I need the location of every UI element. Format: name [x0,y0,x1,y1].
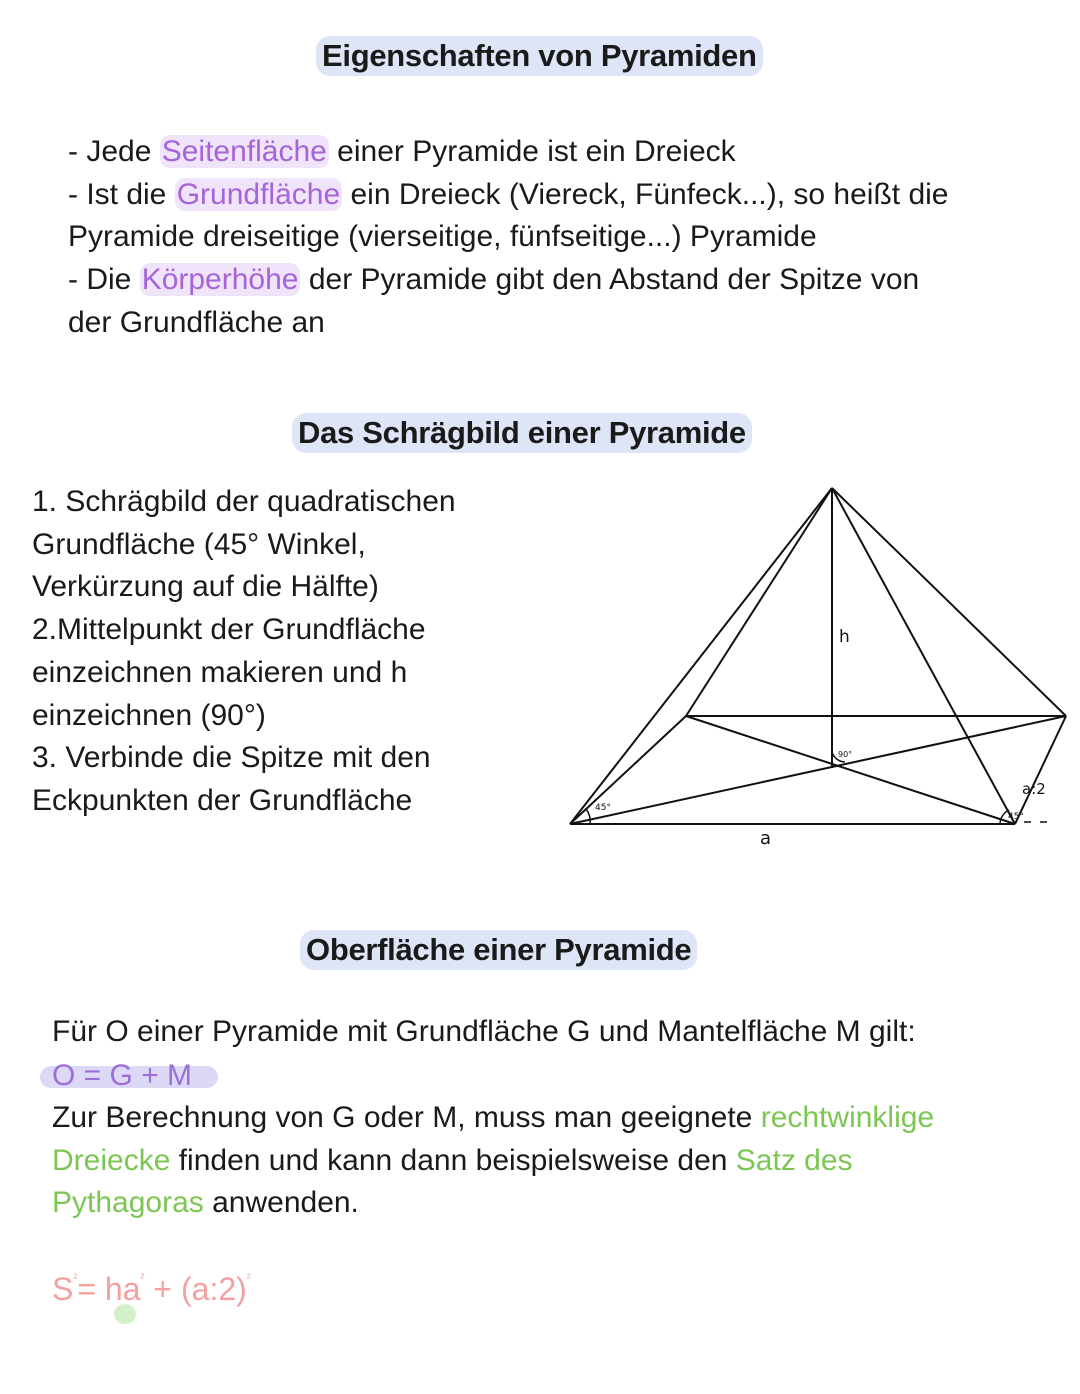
base-left-edge [570,716,686,824]
term-satz-des: Satz des [735,1143,853,1177]
lateral-edge-front-left [570,488,832,824]
label-angle-right: 45° [1008,812,1024,822]
properties-line-4: - Die Körperhöhe der Pyramide gibt den Abstand der Spitze von [68,263,920,297]
label-h: h [839,627,850,647]
green-dot-mark [114,1304,136,1324]
step-line: Verkürzung auf die Hälfte) [32,570,379,604]
step-line: Grundfläche (45° Winkel, [32,527,366,561]
term-rechtwinklige: rechtwinklige [760,1101,935,1134]
term-pythagoras: Pythagoras [52,1186,204,1220]
angle-mark-left [586,809,590,824]
title-properties [316,40,763,71]
term-grundflaeche: Grundfläche [176,177,341,211]
label-half-side: a:2 [1022,780,1046,798]
properties-line-3: Pyramide dreiseitige (vierseitige, fünfseitige...) Pyramide [68,220,817,254]
step-line: 3. Verbinde die Spitze mit den [32,741,431,775]
step-line: 1. Schrägbild der quadratischen [32,485,456,518]
lateral-edge-back-right [832,488,1066,716]
base-right-edge [1015,716,1066,824]
properties-list [68,131,948,345]
label-angle-center: 90° [838,750,853,759]
term-dreiecke: Dreiecke [52,1143,171,1177]
surface-text-line-2: Dreiecke finden und kann dann beispielsweise den Satz des [52,1143,853,1177]
step-line: 2.Mittelpunkt der Grundfläche [32,613,426,647]
lateral-edge-back-left [686,488,832,716]
formula-o-equals-g-plus-m: O = G + M [52,1059,193,1092]
term-koerperhoehe: Körperhöhe [141,263,299,297]
title-surface [300,934,697,965]
surface-text [52,1097,934,1225]
surface-intro: Für O einer Pyramide mit Grundfläche G und Mantelfläche M gilt: [52,1015,916,1048]
label-a: a [760,828,772,849]
title-oblique-text: Das Schrägbild einer Pyramide [292,413,752,453]
pyramid-diagram [0,470,1080,870]
title-oblique [292,417,752,448]
label-angle-left: 45° [595,803,611,813]
step-line: einzeichnen makieren und h [32,655,408,689]
title-surface-text: Oberfläche einer Pyramide [300,930,697,970]
pythagoras-formula: $S^{^2}= ha^{^2}$ + (a:2)$^{^2}$ [52,1271,251,1307]
title-properties-text: Eigenschaften von Pyramiden [316,36,763,76]
properties-line-2: - Ist die Grundfläche ein Dreieck (Viereck, Fünfeck...), so heißt die [68,177,949,211]
step-line: Eckpunkten der Grundfläche [32,783,413,817]
step-line: einzeichnen (90°) [32,698,266,732]
surface-text-line-3: Pythagoras anwenden. [52,1186,359,1220]
surface-text-line-1: Zur Berechnung von G oder M, muss man geeignete rechtwinklige [52,1101,935,1134]
properties-line-1: - Jede Seitenfläche einer Pyramide ist ein Dreieck [68,135,736,168]
properties-line-5: der Grundfläche an [68,305,325,339]
term-seitenflaeche: Seitenfläche [161,135,327,168]
base-diagonal-1 [570,716,1066,824]
